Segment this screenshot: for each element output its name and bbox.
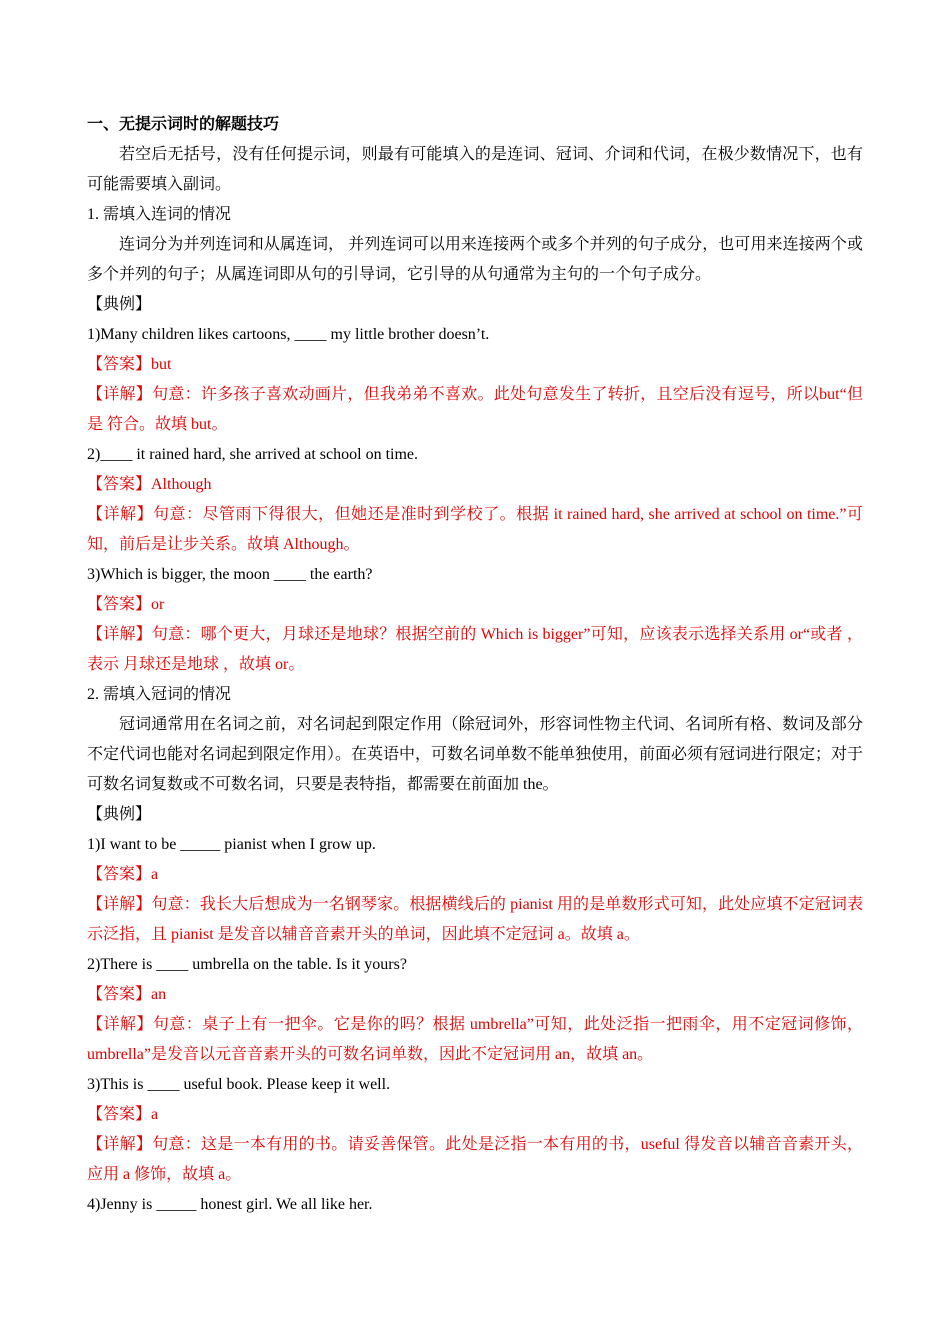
detail: 【详解】句意：这是一本有用的书。请妥善保管。此处是泛指一本有用的书，useful 得发音以辅音音素开头，应用 a 修饰，故填 a。	[87, 1136, 863, 1183]
detail: 【详解】句意：尽管雨下得很大，但她还是准时到学校了。根据 it rained hard, she arrived at school on time.”可知，前后是让步关系。故填 Although。	[87, 506, 863, 553]
question: 3)This is ____ useful book. Please keep it well.	[87, 1076, 391, 1093]
part1-title: 1. 需填入连词的情况	[87, 206, 232, 223]
detail: 【详解】句意：哪个更大，月球还是地球？根据空前的 Which is bigger”可知，应该表示选择关系用 or“或者 ，表示 月球还是地球 ，故填 or。	[87, 626, 863, 673]
detail: 【详解】句意：桌子上有一把伞。它是你的吗？根据 umbrella”可知，此处泛指一把雨伞，用不定冠词修饰， umbrella”是发音以元音音素开头的可数名词单数，因此不定冠词用 an，故填 an。	[87, 1016, 863, 1063]
answer: 【答案】but	[87, 356, 172, 373]
question: 2)There is ____ umbrella on the table. Is it yours?	[87, 956, 407, 973]
question: 2)____ it rained hard, she arrived at school on time.	[87, 446, 419, 463]
answer: 【答案】a	[87, 1106, 159, 1123]
question: 3)Which is bigger, the moon ____ the earth?	[87, 566, 373, 583]
part2-example-label: 【典例】	[87, 806, 152, 823]
answer: 【答案】an	[87, 986, 167, 1003]
section-heading: 一、无提示词时的解题技巧	[87, 116, 280, 133]
question: 1)Many children likes cartoons, ____ my little brother doesn’t.	[87, 326, 490, 343]
part2-title: 2. 需填入冠词的情况	[87, 686, 232, 703]
answer: 【答案】a	[87, 866, 159, 883]
question: 1)I want to be _____ pianist when I grow up.	[87, 836, 376, 853]
section-intro: 若空后无括号，没有任何提示词，则最有可能填入的是连词、冠词、介词和代词，在极少数情况下，也有可能需要填入副词。	[87, 146, 863, 193]
part1-example-label: 【典例】	[87, 296, 152, 313]
answer: 【答案】or	[87, 596, 165, 613]
document-page	[87, 110, 863, 1220]
part1-description: 连词分为并列连词和从属连词， 并列连词可以用来连接两个或多个并列的句子成分，也可用来连接两个或多个并列的句子；从属连词即从句的引导词，它引导的从句通常为主句的一个句子成分。	[87, 236, 863, 283]
detail: 【详解】句意：许多孩子喜欢动画片，但我弟弟不喜欢。此处句意发生了转折，且空后没有逗号，所以but“但是 符合。故填 but。	[87, 386, 863, 433]
question: 4)Jenny is _____ honest girl. We all like her.	[87, 1196, 373, 1213]
detail: 【详解】句意：我长大后想成为一名钢琴家。根据横线后的 pianist 用的是单数形式可知，此处应填不定冠词表示泛指，且 pianist 是发音以辅音音素开头的单词，因此填不定冠词 a。故填 a。	[87, 896, 863, 943]
part2-description: 冠词通常用在名词之前，对名词起到限定作用（除冠词外，形容词性物主代词、名词所有格、数词及部分不定代词也能对名词起到限定作用）。在英语中，可数名词单数不能单独使用，前面必须有冠词进行限定；对于可数名词复数或不可数名词，只要是表特指，都需要在前面加 the。	[87, 716, 864, 793]
answer: 【答案】Although	[87, 476, 212, 493]
